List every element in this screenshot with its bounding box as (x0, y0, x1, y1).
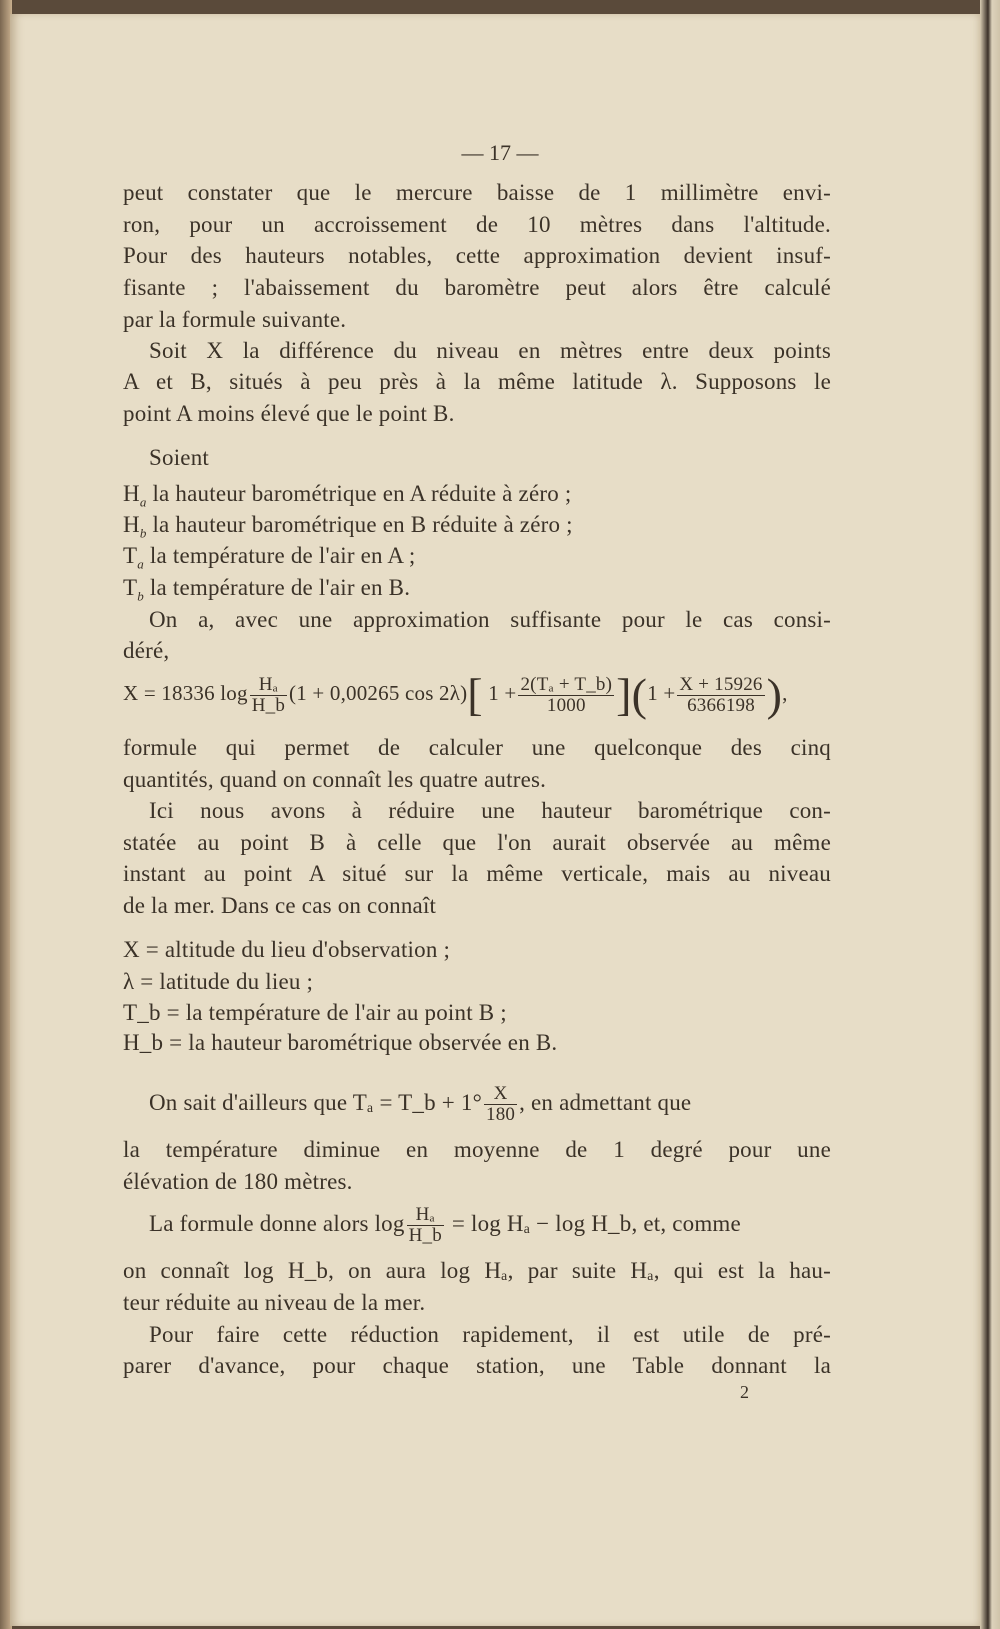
text-line: élévation de 180 mètres. (123, 1169, 353, 1194)
text-line: A et B, situés à peu près à la même latitude λ. Supposons le (123, 369, 831, 394)
text-line: teur réduite au niveau de la mer. (123, 1290, 426, 1315)
text-line: parer d'avance, pour chaque station, une Table donnant la (123, 1353, 831, 1378)
text-line: peut constater que le mercure baisse de 1 millimètre envi- (123, 180, 831, 205)
text-line: On a, avec une approximation suffisante pour le cas consi- (149, 607, 831, 632)
definition-line: $H_a$ la hauteur barométrique en A réduite à zéro ; (123, 481, 572, 510)
definition-line: T_b = la température de l'air au point B ; (123, 1000, 507, 1025)
text-line: déré, (123, 638, 170, 663)
text-line: point A moins élevé que le point B. (123, 401, 455, 426)
text-line: quantités, quand on connaît les quatre autres. (123, 767, 547, 792)
definition-line: H_b = la hauteur barométrique observée en B. (123, 1030, 558, 1055)
definition-line: $H_b$ la hauteur barométrique en B réduite à zéro ; (123, 512, 573, 541)
text-line: Soit X la différence du niveau en mètres entre deux points (149, 338, 831, 363)
text-line: on connaît log H_b, on aura log Hₐ, par suite Hₐ, qui est la hau- (123, 1258, 831, 1283)
definition-line: λ = latitude du lieu ; (123, 969, 314, 994)
text-line: Ici nous avons à réduire une hauteur barométrique con- (149, 798, 831, 823)
page-stack-edge (980, 0, 1000, 1629)
text-line: formule qui permet de calculer une quelconque des cinq (123, 735, 831, 760)
text-line: ron, pour un accroissement de 10 mètres dans l'altitude. (123, 212, 831, 237)
text-line: par la formule suivante. (123, 307, 347, 332)
signature-mark: 2 (740, 1382, 749, 1402)
log-formula-line: La formule donne alors log $\frac{\text{Hₐ}}{H\_b}$ = log Hₐ − log H_b, et, comme (149, 1204, 741, 1247)
text-line: instant au point A situé sur la même verticale, mais au niveau (123, 861, 831, 886)
definition-line: $T_b$ la température de l'air en B. (123, 575, 411, 604)
text-line: Pour des hauteurs notables, cette approximation devient insuf- (123, 243, 831, 268)
temperature-formula-line: On sait d'ailleurs que Tₐ = T_b + 1° $\frac{X}{180}$ , en admettant que (149, 1083, 692, 1126)
page-number: — 17 — (461, 140, 539, 165)
definition-line: X = altitude du lieu d'observation ; (123, 937, 451, 962)
text-line: fisante ; l'abaissement du baromètre peut alors être calculé (123, 275, 831, 300)
text-line: la température diminue en moyenne de 1 degré pour une (123, 1137, 831, 1162)
definition-line: $T_a$ la température de l'air en A ; (123, 543, 416, 572)
text-line: de la mer. Dans ce cas on connaît (123, 893, 437, 918)
text-line: statée au point B à celle que l'on aurait observée au même (123, 830, 831, 855)
text-line: Soient (149, 445, 209, 470)
barometric-formula: X = 18336 log $\frac{\text{Hₐ}}{H\_b}$ (1 + 0,00265 cos 2λ)[ 1 + $\frac{\text{2(Tₐ + T\_b)}}{1000}$ ](1 + $\frac{X + 15926}{6366198}$ ), (123, 669, 788, 721)
text-line: Pour faire cette réduction rapidement, il est utile de pré- (149, 1322, 831, 1347)
